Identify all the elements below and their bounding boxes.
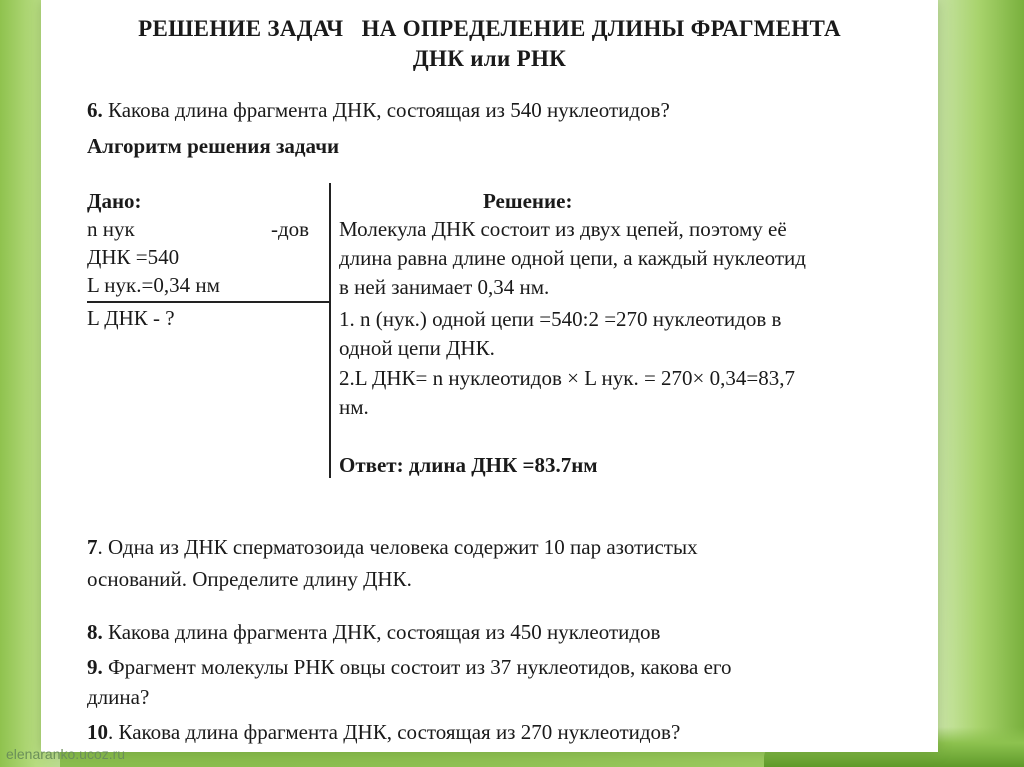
title-line-1: РЕШЕНИЕ ЗАДАЧ НА ОПРЕДЕЛЕНИЕ ДЛИНЫ ФРАГМЕНТА bbox=[138, 16, 841, 41]
solution-step-2-cont: нм. bbox=[339, 395, 369, 419]
task-9-line-1: Фрагмент молекулы РНК овцы состоит из 37 нуклеотидов, какова его bbox=[102, 655, 732, 679]
task-10-text: . Какова длина фрагмента ДНК, состоящая из 270 нуклеотидов? bbox=[108, 720, 681, 744]
task-10-number: 10 bbox=[87, 720, 108, 744]
solution-step-1-cont: одной цепи ДНК. bbox=[339, 336, 495, 360]
task-8 bbox=[87, 618, 660, 647]
task-9-number: 9. bbox=[87, 655, 103, 679]
solution-answer: Ответ: длина ДНК =83.7нм bbox=[339, 453, 598, 477]
task-6-number: 6. bbox=[87, 98, 103, 122]
table-vertical-divider bbox=[329, 183, 331, 478]
given-heading: Дано: bbox=[87, 189, 142, 213]
given-n-left: n нук bbox=[87, 217, 135, 241]
algorithm-heading: Алгоритм решения задачи bbox=[87, 134, 340, 158]
task-7-line-1: . Одна из ДНК сперматозоида человека содержит 10 пар азотистых bbox=[97, 535, 698, 559]
given-nucleotide-length: L нук.=0,34 нм bbox=[87, 273, 220, 297]
site-watermark: elenaranko.ucoz.ru bbox=[6, 746, 126, 762]
task-9 bbox=[87, 653, 731, 682]
solution-heading: Решение: bbox=[483, 189, 573, 213]
slide-title bbox=[41, 14, 938, 74]
task-6 bbox=[87, 96, 670, 125]
given-question: L ДНК - ? bbox=[87, 306, 175, 330]
solution-step-2: 2.L ДНК= n нуклеотидов × L нук. = 270× 0,34=83,7 bbox=[339, 366, 795, 390]
task-10 bbox=[87, 718, 680, 747]
task-6-text: Какова длина фрагмента ДНК, состоящая из 540 нуклеотидов? bbox=[102, 98, 670, 122]
task-7-line-2: оснований. Определите длину ДНК. bbox=[87, 567, 412, 591]
table-horizontal-divider bbox=[87, 301, 329, 303]
task-8-text: Какова длина фрагмента ДНК, состоящая из 450 нуклеотидов bbox=[102, 620, 661, 644]
title-line-2: ДНК или РНК bbox=[412, 46, 567, 71]
task-7-number: 7 bbox=[87, 535, 98, 559]
task-9-line-2: длина? bbox=[87, 685, 150, 709]
solution-line-3: в ней занимает 0,34 нм. bbox=[339, 275, 550, 299]
task-7 bbox=[87, 533, 698, 562]
given-n-right: -дов bbox=[271, 217, 310, 241]
solution-step-1: 1. n (нук.) одной цепи =540:2 =270 нуклеотидов в bbox=[339, 307, 782, 331]
slide bbox=[41, 0, 938, 752]
solution-line-2: длина равна длине одной цепи, а каждый нуклеотид bbox=[339, 246, 806, 270]
solution-line-1: Молекула ДНК состоит из двух цепей, поэтому её bbox=[339, 217, 787, 241]
task-8-number: 8. bbox=[87, 620, 103, 644]
background-right-glow bbox=[934, 0, 1024, 767]
given-dna-count: ДНК =540 bbox=[87, 245, 180, 269]
